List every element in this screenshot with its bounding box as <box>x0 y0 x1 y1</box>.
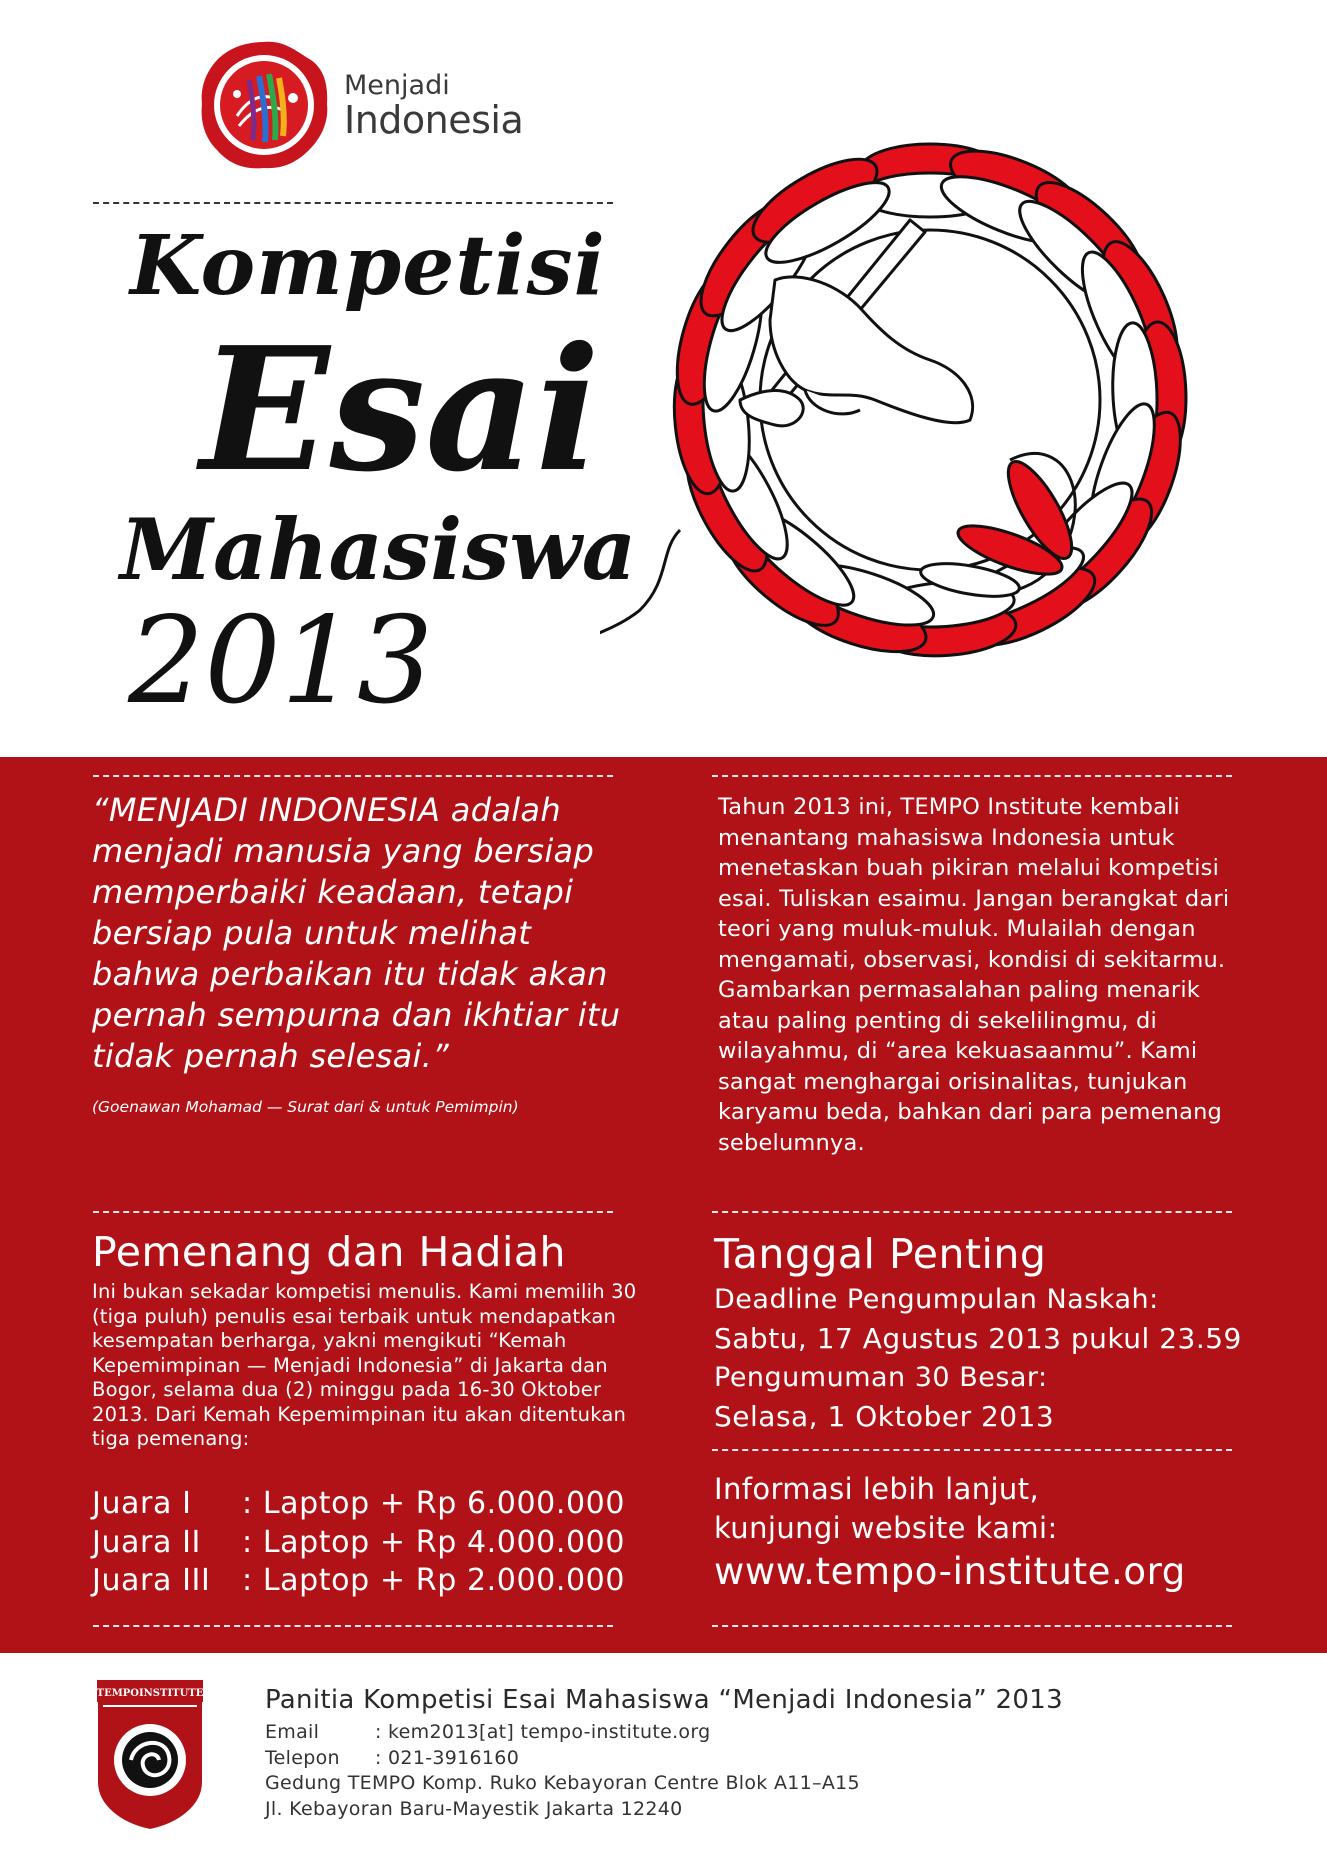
deadline-label: Deadline Pengumpulan Naskah: <box>714 1284 1159 1315</box>
quote-text: “MENJADI INDONESIA adalah menjadi manusia yang bersiap memperbaiki keadaan, tetapi bersiap pula untuk melihat bahwa perbaikan itu tidak akan pernah sempurna dan ikhtiar itu tidak pernah selesai.” <box>92 791 621 1075</box>
website-link[interactable]: www.tempo-institute.org <box>714 1550 1186 1593</box>
footer-logo-text: TEMPOINSTITUTE <box>96 1688 204 1699</box>
prizes-description: Ini bukan sekadar kompetisi menulis. Kami memilih 30 (tiga puluh) penulis esai terbaik untuk mendapatkan kesempatan berharga, yakni mengikuti “Kemah Kepemimpinan — Menjadi Indonesia” di Jakarta dan Bogor, selama dua (2) minggu pada 16-30 Oktober 2013. Dari Kemah Kepemimpinan itu akan ditentukan tiga pemenang: <box>92 1280 637 1450</box>
quote-citation: (Goenawan Mohamad — Surat dari & untuk Pemimpin) <box>92 1098 519 1116</box>
prize-value: : Laptop + Rp 4.000.000 <box>242 1524 626 1560</box>
footer-contact <box>265 1720 860 1822</box>
footer-email-row <box>265 1720 860 1746</box>
prizes-list <box>92 1485 652 1601</box>
footer-phone-row <box>265 1746 860 1772</box>
prize-value: : Laptop + Rp 6.000.000 <box>242 1486 626 1521</box>
footer-title: Panitia Kompetisi Esai Mahasiswa “Menjadi Indonesia” 2013 <box>265 1685 1063 1715</box>
prize-rank: Juara I <box>92 1486 192 1521</box>
list-item <box>92 1562 652 1601</box>
divider <box>712 1625 1232 1627</box>
important-dates <box>714 1281 1274 1437</box>
intro-paragraph: Tahun 2013 ini, TEMPO Institute kembali menantang mahasiswa Indonesia untuk menetaskan buah pikiran melalui kompetisi esai. Tuliskan esaimu. Jangan berangkat dari teori yang muluk-muluk. Mulailah dengan mengamati, observasi, kondisi di sekitarmu. Gambarkan permasalahan paling menarik atau paling penting di sekelilingmu, di wilayahmu, di “area kekuasaanmu”. Kami sangat menghargai orisinalitas, tunjukan karyamu beda, bahkan dari para pemenang sebelumnya. <box>718 794 1230 1156</box>
info-line-2: kunjungi website kami: <box>714 1511 1058 1545</box>
prize-value: : Laptop + Rp 2.000.000 <box>242 1563 626 1598</box>
phone-value: : 021-3916160 <box>375 1746 520 1769</box>
divider <box>93 1211 613 1213</box>
logo-wordmark <box>344 70 524 142</box>
divider <box>93 775 613 777</box>
info-line-1: Informasi lebih lanjut, <box>714 1472 1040 1506</box>
footer-address-1: Gedung TEMPO Komp. Ruko Kebayoran Centre Blok A11–A15 <box>265 1772 860 1794</box>
prize-rank: Juara III <box>92 1563 211 1598</box>
divider <box>93 202 613 204</box>
title-mahasiswa: Mahasiswa <box>120 500 637 599</box>
announcement-label: Pengumuman 30 Besar: <box>714 1362 1048 1393</box>
more-info <box>714 1470 1058 1548</box>
footer-address-2: Jl. Kebayoran Baru-Mayestik Jakarta 12240 <box>265 1797 683 1820</box>
logo-line-1: Menjadi <box>344 70 450 101</box>
deadline-value: Sabtu, 17 Agustus 2013 pukul 23.59 <box>714 1322 1242 1355</box>
hand-writing-swirl-illustration <box>600 100 1250 740</box>
phone-label: Telepon <box>265 1746 340 1769</box>
prize-rank: Juara II <box>92 1524 201 1560</box>
divider <box>93 1625 613 1627</box>
logo-line-2: Indonesia <box>344 98 524 142</box>
title-year: 2013 <box>128 592 434 731</box>
list-item <box>92 1524 652 1563</box>
divider <box>712 1449 1232 1451</box>
menjadi-indonesia-logo-icon <box>197 38 332 173</box>
dates-heading: Tanggal Penting <box>714 1230 1047 1278</box>
list-item <box>92 1485 652 1524</box>
email-value[interactable]: : kem2013[at] tempo-institute.org <box>375 1721 711 1743</box>
divider <box>712 1211 1232 1213</box>
email-label: Email <box>265 1721 320 1743</box>
title-kompetisi: Kompetisi <box>130 218 606 314</box>
tempo-institute-logo-icon <box>95 1678 205 1832</box>
announcement-value: Selasa, 1 Oktober 2013 <box>714 1400 1055 1433</box>
prizes-heading: Pemenang dan Hadiah <box>92 1228 566 1276</box>
divider <box>712 775 1232 777</box>
title-esai: Esai <box>200 310 601 510</box>
